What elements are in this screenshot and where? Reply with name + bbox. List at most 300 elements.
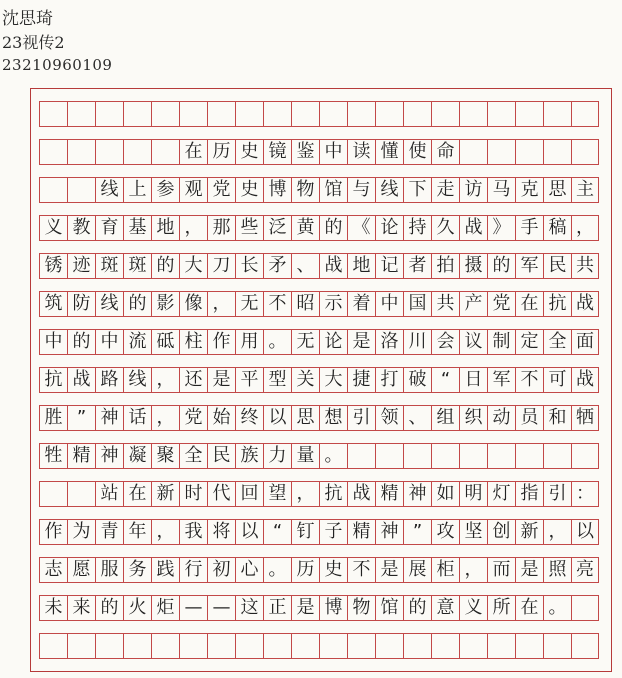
grid-cell: 平 — [235, 367, 263, 393]
grid-cell: 记 — [375, 253, 403, 279]
grid-cell: 洛 — [375, 329, 403, 355]
grid-cell: 日 — [459, 367, 487, 393]
grid-cell: 的 — [67, 329, 95, 355]
grid-cell — [67, 481, 95, 507]
grid-cell: 的 — [151, 253, 179, 279]
grid-cell: 、 — [403, 405, 431, 431]
grid-cell: 神 — [95, 443, 123, 469]
grid-cell — [263, 633, 291, 659]
grid-cell — [459, 139, 487, 165]
grid-row — [39, 595, 599, 621]
grid-cell: 在 — [123, 481, 151, 507]
grid-cell: 观 — [179, 177, 207, 203]
grid-cell — [347, 101, 375, 127]
grid-cell — [347, 443, 375, 469]
grid-cell: 物 — [291, 177, 319, 203]
grid-cell — [67, 101, 95, 127]
grid-cell: 斑 — [123, 253, 151, 279]
grid-cell: 走 — [431, 177, 459, 203]
grid-cell — [39, 481, 67, 507]
grid-cell: 使 — [403, 139, 431, 165]
grid-cell: 明 — [459, 481, 487, 507]
grid-cell: 无 — [235, 291, 263, 317]
grid-cell: 馆 — [319, 177, 347, 203]
grid-cell: 如 — [431, 481, 459, 507]
student-class: 23视传2 — [2, 33, 65, 52]
grid-cell: 用 — [235, 329, 263, 355]
grid-cell: 上 — [123, 177, 151, 203]
grid-cell: 牲 — [39, 443, 67, 469]
grid-cell: 新 — [151, 481, 179, 507]
grid-cell: 历 — [207, 139, 235, 165]
grid-cell: 照 — [543, 557, 571, 583]
grid-cell: 。 — [543, 595, 571, 621]
grid-cell: 斑 — [95, 253, 123, 279]
grid-cell — [291, 633, 319, 659]
grid-cell: 是 — [207, 367, 235, 393]
grid-cell: 线 — [375, 177, 403, 203]
grid-cell: 践 — [151, 557, 179, 583]
grid-cell: 中 — [95, 329, 123, 355]
grid-row — [39, 101, 599, 127]
grid-cell: 手 — [515, 215, 543, 241]
grid-cell: 展 — [403, 557, 431, 583]
grid-cell: 站 — [95, 481, 123, 507]
grid-cell: 回 — [235, 481, 263, 507]
grid-cell: 这 — [235, 595, 263, 621]
grid-cell — [235, 633, 263, 659]
grid-cell: 量 — [291, 443, 319, 469]
grid-cell: 织 — [459, 405, 487, 431]
grid-cell: 神 — [375, 519, 403, 545]
grid-cell: 地 — [151, 215, 179, 241]
grid-cell: 所 — [487, 595, 515, 621]
grid-cell: 稿 — [543, 215, 571, 241]
grid-cell — [123, 633, 151, 659]
grid-cell: 坚 — [459, 519, 487, 545]
grid-cell: 鉴 — [291, 139, 319, 165]
grid-cell — [515, 443, 543, 469]
grid-cell: 议 — [459, 329, 487, 355]
grid-cell: 党 — [179, 405, 207, 431]
grid-cell — [39, 101, 67, 127]
grid-cell: 聚 — [151, 443, 179, 469]
grid-cell: 流 — [123, 329, 151, 355]
grid-cell: 筑 — [39, 291, 67, 317]
grid-cell: 矛 — [263, 253, 291, 279]
grid-cell: 军 — [487, 367, 515, 393]
grid-cell — [319, 101, 347, 127]
grid-cell: 是 — [515, 557, 543, 583]
grid-cell: 是 — [347, 329, 375, 355]
grid-cell: 线 — [95, 177, 123, 203]
grid-cell — [179, 101, 207, 127]
grid-cell: 心 — [235, 557, 263, 583]
grid-cell: 史 — [235, 177, 263, 203]
grid-cell — [263, 101, 291, 127]
grid-cell: 战 — [571, 367, 599, 393]
grid-cell: ， — [179, 215, 207, 241]
grid-cell — [375, 101, 403, 127]
grid-cell: 代 — [207, 481, 235, 507]
grid-cell: 产 — [459, 291, 487, 317]
grid-cell: 战 — [459, 215, 487, 241]
grid-cell: 共 — [431, 291, 459, 317]
grid-cell — [403, 101, 431, 127]
grid-cell — [571, 595, 599, 621]
grid-cell: 亮 — [571, 557, 599, 583]
grid-cell: 火 — [123, 595, 151, 621]
grid-row — [39, 481, 599, 507]
grid-cell: ， — [459, 557, 487, 583]
grid-paper — [30, 88, 612, 672]
grid-cell: 在 — [179, 139, 207, 165]
grid-cell: 着 — [347, 291, 375, 317]
grid-cell — [543, 633, 571, 659]
grid-cell: 作 — [39, 519, 67, 545]
grid-cell: 可 — [543, 367, 571, 393]
grid-cell — [207, 633, 235, 659]
grid-cell — [403, 633, 431, 659]
grid-cell: 论 — [319, 329, 347, 355]
grid-cell — [403, 443, 431, 469]
grid-cell: 战 — [67, 367, 95, 393]
grid-cell: 以 — [235, 519, 263, 545]
grid-cell: 精 — [375, 481, 403, 507]
grid-cell: 时 — [179, 481, 207, 507]
grid-cell: 是 — [291, 595, 319, 621]
grid-row — [39, 405, 599, 431]
grid-cell: ， — [543, 519, 571, 545]
grid-cell: 初 — [207, 557, 235, 583]
grid-cell: 创 — [487, 519, 515, 545]
grid-cell: 中 — [375, 291, 403, 317]
grid-cell — [515, 633, 543, 659]
grid-cell: 。 — [263, 329, 291, 355]
grid-cell: 关 — [291, 367, 319, 393]
grid-cell: 不 — [515, 367, 543, 393]
grid-cell: 的 — [487, 253, 515, 279]
grid-cell: 定 — [515, 329, 543, 355]
grid-cell: 作 — [207, 329, 235, 355]
grid-cell — [207, 101, 235, 127]
grid-cell: 的 — [95, 595, 123, 621]
grid-cell — [459, 101, 487, 127]
grid-cell: 全 — [543, 329, 571, 355]
grid-cell: 线 — [123, 367, 151, 393]
grid-row — [39, 443, 599, 469]
grid-cell: 在 — [515, 595, 543, 621]
student-name: 沈思琦 — [2, 9, 53, 29]
grid-cell: 访 — [459, 177, 487, 203]
grid-cell: 的 — [123, 291, 151, 317]
grid-cell: 战 — [319, 253, 347, 279]
grid-cell: 力 — [263, 443, 291, 469]
grid-cell: 终 — [235, 405, 263, 431]
grid-cell: 共 — [571, 253, 599, 279]
grid-cell: 、 — [291, 253, 319, 279]
grid-cell: 参 — [151, 177, 179, 203]
grid-cell: 精 — [347, 519, 375, 545]
grid-cell: 正 — [263, 595, 291, 621]
grid-row — [39, 139, 599, 165]
grid-cell: 懂 — [375, 139, 403, 165]
grid-cell: 的 — [319, 215, 347, 241]
grid-cell: 泛 — [263, 215, 291, 241]
grid-cell — [543, 443, 571, 469]
grid-cell: 来 — [67, 595, 95, 621]
grid-cell: 长 — [235, 253, 263, 279]
grid-cell: 服 — [95, 557, 123, 583]
grid-cell: 精 — [67, 443, 95, 469]
grid-cell: 国 — [403, 291, 431, 317]
grid-cell — [431, 101, 459, 127]
grid-cell: 还 — [179, 367, 207, 393]
grid-cell: 而 — [487, 557, 515, 583]
grid-cell: 神 — [403, 481, 431, 507]
grid-cell: 刀 — [207, 253, 235, 279]
grid-cell: 大 — [179, 253, 207, 279]
grid-cell: ， — [151, 367, 179, 393]
grid-cell: 义 — [459, 595, 487, 621]
grid-cell: 我 — [179, 519, 207, 545]
grid-cell: 全 — [179, 443, 207, 469]
grid-cell: 地 — [347, 253, 375, 279]
grid-cell: 锈 — [39, 253, 67, 279]
grid-cell: 民 — [543, 253, 571, 279]
grid-cell: 些 — [235, 215, 263, 241]
grid-cell — [39, 177, 67, 203]
grid-cell: 领 — [375, 405, 403, 431]
grid-cell: 话 — [123, 405, 151, 431]
grid-cell: 会 — [431, 329, 459, 355]
grid-row — [39, 367, 599, 393]
grid-cell: 无 — [291, 329, 319, 355]
grid-cell — [543, 101, 571, 127]
grid-cell — [543, 139, 571, 165]
grid-cell: 教 — [67, 215, 95, 241]
grid-cell: 行 — [179, 557, 207, 583]
grid-cell: ， — [207, 291, 235, 317]
grid-cell: 持 — [403, 215, 431, 241]
grid-cell: 。 — [319, 443, 347, 469]
grid-cell — [487, 101, 515, 127]
grid-cell: 愿 — [67, 557, 95, 583]
grid-row — [39, 215, 599, 241]
grid-cell — [319, 633, 347, 659]
grid-cell: 胜 — [39, 405, 67, 431]
grid-cell: 迹 — [67, 253, 95, 279]
grid-cell: 中 — [319, 139, 347, 165]
grid-cell: 育 — [95, 215, 123, 241]
grid-cell: 影 — [151, 291, 179, 317]
grid-cell: 砥 — [151, 329, 179, 355]
grid-cell: 牺 — [571, 405, 599, 431]
grid-cell: “ — [263, 519, 291, 545]
grid-cell: 线 — [95, 291, 123, 317]
grid-cell: 攻 — [431, 519, 459, 545]
grid-cell: ， — [151, 405, 179, 431]
grid-cell — [459, 633, 487, 659]
grid-cell: 博 — [319, 595, 347, 621]
grid-cell: ， — [571, 215, 599, 241]
grid-cell: 破 — [403, 367, 431, 393]
grid-cell: 年 — [123, 519, 151, 545]
grid-cell — [431, 633, 459, 659]
grid-cell: 凝 — [123, 443, 151, 469]
grid-cell: 新 — [515, 519, 543, 545]
grid-cell: ” — [67, 405, 95, 431]
grid-cell: 灯 — [487, 481, 515, 507]
grid-cell: 务 — [123, 557, 151, 583]
grid-cell: 抗 — [319, 481, 347, 507]
grid-cell: 钉 — [291, 519, 319, 545]
grid-cell: 久 — [431, 215, 459, 241]
grid-cell: 川 — [403, 329, 431, 355]
grid-cell: 义 — [39, 215, 67, 241]
grid-cell: ， — [291, 481, 319, 507]
grid-cell: 思 — [291, 405, 319, 431]
grid-row — [39, 633, 599, 659]
grid-cell: 路 — [95, 367, 123, 393]
grid-cell: 像 — [179, 291, 207, 317]
grid-cell: 者 — [403, 253, 431, 279]
grid-cell: 为 — [67, 519, 95, 545]
grid-cell: 那 — [207, 215, 235, 241]
grid-cell — [235, 101, 263, 127]
grid-cell — [515, 139, 543, 165]
grid-cell: 在 — [515, 291, 543, 317]
grid-cell — [515, 101, 543, 127]
grid-cell — [291, 101, 319, 127]
grid-cell: — — [179, 595, 207, 621]
grid-cell — [95, 101, 123, 127]
grid-cell: 打 — [375, 367, 403, 393]
grid-cell: 青 — [95, 519, 123, 545]
grid-cell — [179, 633, 207, 659]
grid-cell — [67, 633, 95, 659]
grid-cell — [151, 139, 179, 165]
grid-cell: 员 — [515, 405, 543, 431]
grid-cell: 面 — [571, 329, 599, 355]
grid-cell — [123, 139, 151, 165]
grid-cell: 论 — [375, 215, 403, 241]
grid-cell: 将 — [207, 519, 235, 545]
grid-row — [39, 177, 599, 203]
grid-cell: 与 — [347, 177, 375, 203]
grid-cell — [151, 633, 179, 659]
grid-cell: ： — [571, 481, 599, 507]
grid-cell — [347, 633, 375, 659]
grid-cell: 以 — [263, 405, 291, 431]
grid-cell: 意 — [431, 595, 459, 621]
grid-cell: 战 — [571, 291, 599, 317]
grid-row — [39, 253, 599, 279]
grid-cell — [571, 443, 599, 469]
grid-cell: 制 — [487, 329, 515, 355]
grid-cell — [39, 139, 67, 165]
grid-cell: 志 — [39, 557, 67, 583]
grid-row — [39, 329, 599, 355]
grid-cell — [571, 139, 599, 165]
grid-cell — [123, 101, 151, 127]
grid-cell: 捷 — [347, 367, 375, 393]
grid-cell: 党 — [487, 291, 515, 317]
grid-cell: 下 — [403, 177, 431, 203]
grid-cell: 》 — [487, 215, 515, 241]
grid-cell: 大 — [319, 367, 347, 393]
grid-cell: 馆 — [375, 595, 403, 621]
grid-cell: 炬 — [151, 595, 179, 621]
grid-cell: 摄 — [459, 253, 487, 279]
grid-cell: 和 — [543, 405, 571, 431]
grid-cell: 中 — [39, 329, 67, 355]
grid-cell: 黄 — [291, 215, 319, 241]
grid-cell: 始 — [207, 405, 235, 431]
grid-cell — [95, 139, 123, 165]
grid-cell: 防 — [67, 291, 95, 317]
student-id: 23210960109 — [2, 56, 113, 74]
grid-cell: 思 — [543, 177, 571, 203]
grid-cell: 想 — [319, 405, 347, 431]
grid-cell: 博 — [263, 177, 291, 203]
grid-cell — [487, 443, 515, 469]
grid-row — [39, 519, 599, 545]
grid-cell: 是 — [375, 557, 403, 583]
grid-row — [39, 557, 599, 583]
grid-cell: 昭 — [291, 291, 319, 317]
grid-cell: 组 — [431, 405, 459, 431]
grid-cell: 指 — [515, 481, 543, 507]
grid-cell — [375, 633, 403, 659]
grid-cell: 历 — [291, 557, 319, 583]
grid-cell: 抗 — [39, 367, 67, 393]
grid-cell: 基 — [123, 215, 151, 241]
grid-cell: 子 — [319, 519, 347, 545]
grid-cell — [571, 101, 599, 127]
grid-cell: 拍 — [431, 253, 459, 279]
grid-cell — [487, 633, 515, 659]
grid-cell: 物 — [347, 595, 375, 621]
grid-cell — [431, 443, 459, 469]
grid-cell — [67, 139, 95, 165]
grid-cell: ” — [403, 519, 431, 545]
grid-cell: 不 — [347, 557, 375, 583]
grid-cell: 型 — [263, 367, 291, 393]
grid-cell: 望 — [263, 481, 291, 507]
grid-cell: 柱 — [179, 329, 207, 355]
grid-cell: 主 — [571, 177, 599, 203]
grid-cell: 的 — [403, 595, 431, 621]
grid-cell: 命 — [431, 139, 459, 165]
grid-cell: 马 — [487, 177, 515, 203]
grid-cell: 克 — [515, 177, 543, 203]
grid-cell: 不 — [263, 291, 291, 317]
grid-cell: 军 — [515, 253, 543, 279]
grid-cell — [375, 443, 403, 469]
grid-cell: 族 — [235, 443, 263, 469]
grid-cell: 。 — [263, 557, 291, 583]
grid-cell — [67, 177, 95, 203]
grid-cell: 柜 — [431, 557, 459, 583]
grid-cell: 抗 — [543, 291, 571, 317]
grid-cell: 《 — [347, 215, 375, 241]
grid-cell: ， — [151, 519, 179, 545]
grid-cell: 战 — [347, 481, 375, 507]
grid-cell: 神 — [95, 405, 123, 431]
grid-cell: 引 — [347, 405, 375, 431]
grid-cell: 史 — [235, 139, 263, 165]
